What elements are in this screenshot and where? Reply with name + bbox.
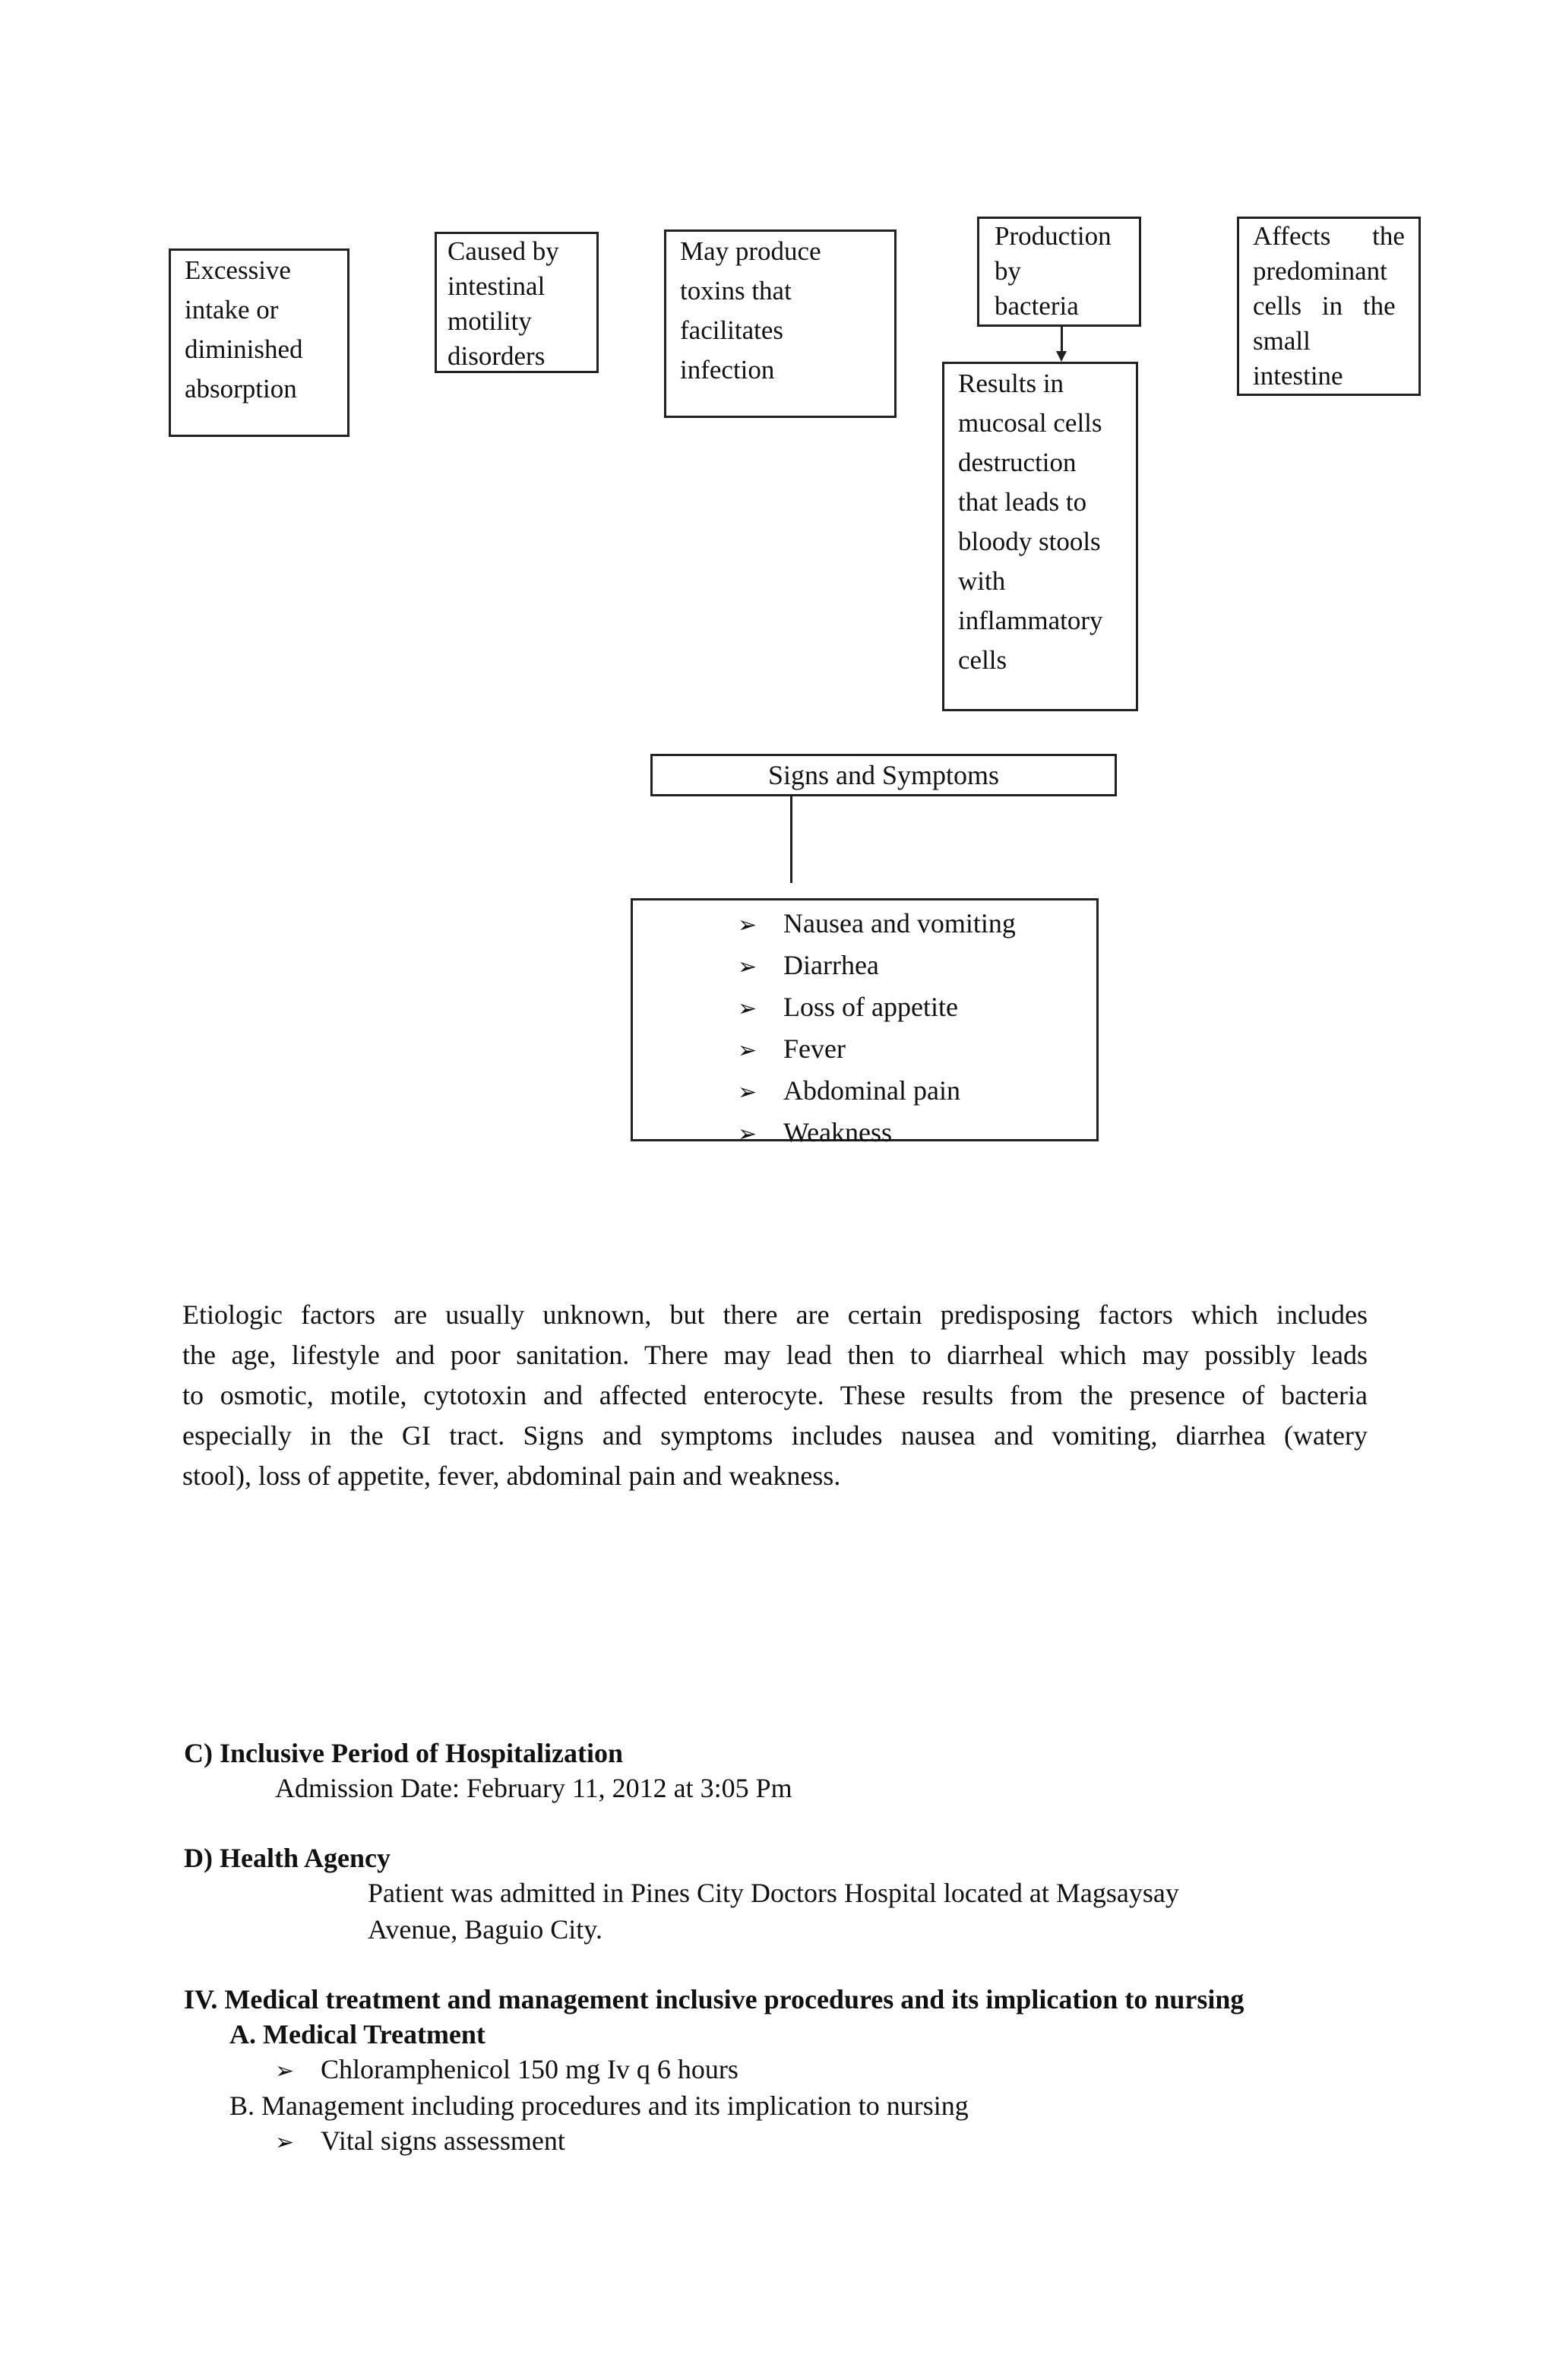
paragraph-line: the age, lifestyle and poor sanitation. There may lead then to diarrheal which may possibly leads: [182, 1340, 1368, 1370]
symptom-text: Fever: [783, 1033, 846, 1064]
arrow-bullet-icon: ➢: [738, 912, 757, 938]
box-line: small: [1253, 326, 1311, 356]
signs-and-symptoms-label: Signs and Symptoms: [767, 760, 1000, 790]
section-c-heading: C) Inclusive Period of Hospitalization: [184, 1738, 623, 1768]
arrow-bullet-icon: ➢: [738, 1121, 757, 1147]
box-line: mucosal cells: [958, 408, 1102, 438]
section-d-heading: D) Health Agency: [184, 1843, 391, 1873]
section-iv-heading: IV. Medical treatment and management inclusive procedures and its implication to nursing: [184, 1984, 1244, 2014]
list-item: [738, 1029, 1096, 1071]
arrow-down-icon: [1056, 351, 1067, 362]
box-line: Results in: [958, 369, 1064, 398]
management-heading: B. Management including procedures and its implication to nursing: [229, 2090, 969, 2121]
arrow-bullet-icon: ➢: [738, 995, 757, 1022]
management-text: Vital signs assessment: [321, 2125, 565, 2156]
cause-box-small-intestine: [1237, 217, 1421, 396]
box-line-text: Caused by: [448, 236, 559, 266]
box-line: Affects the: [1253, 221, 1405, 251]
list-item: [738, 904, 1096, 945]
box-line: toxins that: [680, 276, 792, 305]
box-line: May produce: [680, 236, 821, 266]
symptoms-list: [633, 904, 1096, 1154]
box-line: cells: [958, 645, 1007, 675]
cause-box-bacteria-production: [977, 217, 1141, 327]
arrow-bullet-icon: ➢: [738, 954, 757, 980]
box-line: inflammatory: [958, 606, 1103, 635]
box-line: facilitates: [680, 315, 784, 345]
arrow-bullet-icon: ➢: [275, 2129, 295, 2156]
list-item: [738, 1112, 1096, 1154]
arrow-connector-line: [1061, 327, 1063, 354]
box-line: intestinal: [448, 271, 546, 301]
signs-and-symptoms-box: [650, 754, 1117, 796]
box-line: bloody stools: [958, 527, 1101, 556]
etiology-paragraph: [182, 1295, 1368, 1496]
box-line: that leads to: [958, 487, 1087, 517]
health-agency-line: Avenue, Baguio City.: [368, 1914, 602, 1945]
box-line: disorders: [448, 341, 546, 371]
box-line: with: [958, 566, 1006, 596]
symptoms-connector-line: [790, 796, 792, 883]
arrow-bullet-icon: ➢: [738, 1037, 757, 1064]
list-item: [738, 987, 1096, 1029]
box-line: infection: [680, 355, 775, 385]
box-line: cells in the: [1253, 291, 1396, 321]
symptom-text: Weakness: [783, 1117, 893, 1147]
box-line: absorption: [185, 374, 297, 404]
list-item: [738, 1071, 1096, 1112]
medical-treatment-item: [275, 2053, 738, 2085]
symptoms-list-box: [631, 898, 1099, 1147]
management-item: [275, 2125, 565, 2157]
box-line: bacteria: [995, 291, 1079, 321]
result-box-mucosal-destruction: [942, 362, 1138, 711]
arrow-bullet-icon: ➢: [275, 2058, 295, 2084]
box-line: destruction: [958, 448, 1077, 477]
paragraph-line: to osmotic, motile, cytotoxin and affected enterocyte. These results from the presence of bacteria: [182, 1380, 1368, 1410]
medical-treatment-heading: A. Medical Treatment: [229, 2019, 485, 2049]
paragraph-line: stool), loss of appetite, fever, abdominal pain and weakness.: [182, 1461, 841, 1491]
box-line: Excessive: [185, 255, 291, 285]
box-line: motility: [448, 306, 532, 336]
symptom-text: Abdominal pain: [783, 1075, 960, 1106]
treatment-text: Chloramphenicol 150 mg Iv q 6 hours: [321, 2054, 738, 2084]
box-line: Production: [995, 221, 1112, 251]
health-agency-line: Patient was admitted in Pines City Doctors Hospital located at Magsaysay: [368, 1878, 1179, 1908]
list-item: [738, 945, 1096, 987]
cause-box-toxins: [664, 229, 897, 418]
paragraph-line: especially in the GI tract. Signs and symptoms includes nausea and vomiting, diarrhea (watery: [182, 1420, 1368, 1451]
box-line: predominant: [1253, 256, 1387, 286]
arrow-bullet-icon: ➢: [738, 1079, 757, 1106]
symptom-text: Loss of appetite: [783, 992, 958, 1022]
admission-date: Admission Date: February 11, 2012 at 3:05 Pm: [275, 1773, 792, 1803]
box-line: intake or: [185, 295, 279, 324]
cause-box-motility: [435, 232, 599, 373]
box-line: diminished: [185, 334, 303, 364]
symptom-text: Diarrhea: [783, 950, 879, 980]
box-line: by: [995, 256, 1021, 286]
paragraph-line: Etiologic factors are usually unknown, but there are certain predisposing factors which includes: [182, 1299, 1368, 1330]
box-line: intestine: [1253, 361, 1343, 391]
symptom-text: Nausea and vomiting: [783, 908, 1016, 938]
cause-box-excessive-intake: [169, 248, 349, 437]
box-line: [448, 234, 586, 269]
